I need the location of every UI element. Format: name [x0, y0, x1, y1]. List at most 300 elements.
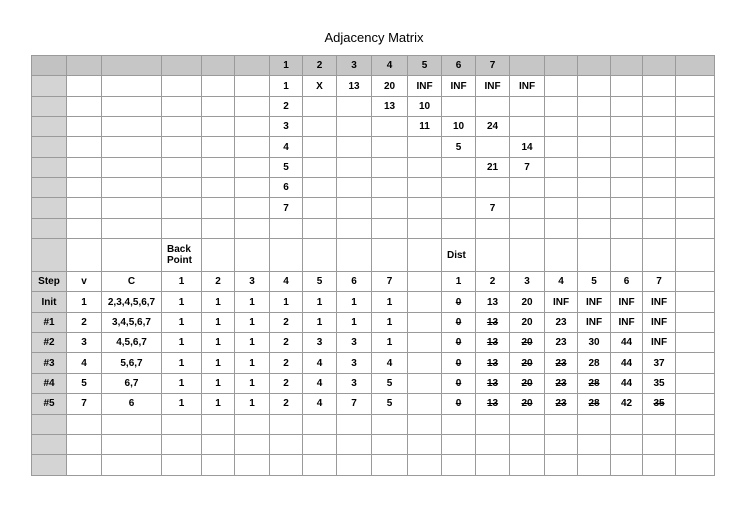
table-cell[interactable]: [162, 96, 202, 116]
row-header-cell[interactable]: [32, 434, 67, 454]
table-cell[interactable]: [611, 157, 643, 177]
column-header-cell[interactable]: [545, 56, 578, 76]
table-cell[interactable]: [676, 272, 715, 292]
step-cell[interactable]: 0: [442, 353, 476, 373]
table-cell[interactable]: [545, 218, 578, 238]
table-cell[interactable]: [162, 414, 202, 434]
table-cell[interactable]: X: [303, 76, 337, 96]
table-cell[interactable]: 13: [372, 96, 408, 116]
table-cell[interactable]: [202, 455, 235, 475]
step-cell[interactable]: [408, 312, 442, 332]
table-cell[interactable]: 24: [476, 117, 510, 137]
step-cell[interactable]: 13: [476, 312, 510, 332]
step-cell[interactable]: 6: [102, 394, 162, 414]
table-cell[interactable]: [337, 137, 372, 157]
step-cell[interactable]: 2: [270, 394, 303, 414]
step-cell[interactable]: 2: [270, 312, 303, 332]
table-cell[interactable]: [578, 137, 611, 157]
table-cell[interactable]: [676, 239, 715, 272]
table-cell[interactable]: [235, 434, 270, 454]
step-cell[interactable]: 1: [372, 333, 408, 353]
table-cell[interactable]: 5: [442, 137, 476, 157]
column-header-cell[interactable]: 2: [303, 56, 337, 76]
table-cell[interactable]: [202, 198, 235, 218]
table-cell[interactable]: 4: [270, 137, 303, 157]
table-cell[interactable]: [270, 239, 303, 272]
table-cell[interactable]: [676, 218, 715, 238]
step-cell[interactable]: INF: [643, 292, 676, 312]
step-label-cell[interactable]: #3: [32, 353, 67, 373]
step-cell[interactable]: 0: [442, 312, 476, 332]
table-cell[interactable]: [442, 218, 476, 238]
step-cell[interactable]: 4: [303, 373, 337, 393]
table-cell[interactable]: [545, 239, 578, 272]
table-cell[interactable]: [202, 218, 235, 238]
table-cell[interactable]: [337, 434, 372, 454]
step-header-cell[interactable]: 2: [202, 272, 235, 292]
table-cell[interactable]: [643, 76, 676, 96]
step-cell[interactable]: 1: [162, 394, 202, 414]
table-cell[interactable]: [303, 218, 337, 238]
step-header-cell[interactable]: 1: [442, 272, 476, 292]
table-cell[interactable]: [611, 76, 643, 96]
table-cell[interactable]: 10: [408, 96, 442, 116]
table-cell[interactable]: [578, 76, 611, 96]
step-cell[interactable]: INF: [643, 333, 676, 353]
step-cell[interactable]: [408, 353, 442, 373]
table-cell[interactable]: [676, 117, 715, 137]
table-cell[interactable]: [303, 157, 337, 177]
step-cell[interactable]: 1: [372, 292, 408, 312]
table-cell[interactable]: INF: [476, 76, 510, 96]
step-cell[interactable]: 20: [510, 353, 545, 373]
step-cell[interactable]: 1: [372, 312, 408, 332]
table-cell[interactable]: [372, 178, 408, 198]
row-header-cell[interactable]: [32, 455, 67, 475]
step-header-cell[interactable]: 7: [643, 272, 676, 292]
column-header-cell[interactable]: [67, 56, 102, 76]
row-header-cell[interactable]: [32, 137, 67, 157]
table-cell[interactable]: [162, 198, 202, 218]
table-cell[interactable]: [102, 239, 162, 272]
step-cell[interactable]: 1: [235, 373, 270, 393]
table-cell[interactable]: [510, 96, 545, 116]
table-cell[interactable]: [372, 434, 408, 454]
table-cell[interactable]: [202, 96, 235, 116]
column-header-cell[interactable]: [676, 56, 715, 76]
back-point-label[interactable]: Back Point: [162, 239, 202, 272]
table-cell[interactable]: [202, 157, 235, 177]
step-cell[interactable]: 1: [235, 312, 270, 332]
table-cell[interactable]: [235, 414, 270, 434]
table-cell[interactable]: 14: [510, 137, 545, 157]
table-cell[interactable]: [102, 198, 162, 218]
table-cell[interactable]: 7: [270, 198, 303, 218]
table-cell[interactable]: [372, 239, 408, 272]
table-cell[interactable]: [303, 198, 337, 218]
step-cell[interactable]: 3: [337, 353, 372, 373]
table-cell[interactable]: 7: [510, 157, 545, 177]
table-cell[interactable]: [102, 414, 162, 434]
table-cell[interactable]: [337, 96, 372, 116]
column-header-cell[interactable]: [202, 56, 235, 76]
step-cell[interactable]: 5: [372, 373, 408, 393]
table-cell[interactable]: [442, 157, 476, 177]
table-cell[interactable]: [545, 157, 578, 177]
step-cell[interactable]: 13: [476, 373, 510, 393]
step-cell[interactable]: 4: [372, 353, 408, 373]
table-cell[interactable]: [643, 239, 676, 272]
table-cell[interactable]: [643, 178, 676, 198]
step-cell[interactable]: 0: [442, 333, 476, 353]
step-cell[interactable]: 35: [643, 394, 676, 414]
column-header-cell[interactable]: [510, 56, 545, 76]
step-cell[interactable]: 1: [162, 373, 202, 393]
step-cell[interactable]: 23: [545, 353, 578, 373]
column-header-cell[interactable]: 6: [442, 56, 476, 76]
step-cell[interactable]: 1: [162, 333, 202, 353]
step-cell[interactable]: 1: [162, 312, 202, 332]
step-cell[interactable]: 13: [476, 353, 510, 373]
row-header-cell[interactable]: [32, 76, 67, 96]
table-cell[interactable]: 7: [476, 198, 510, 218]
step-cell[interactable]: INF: [545, 292, 578, 312]
table-cell[interactable]: [611, 239, 643, 272]
table-cell[interactable]: 3: [270, 117, 303, 137]
step-cell[interactable]: 20: [510, 373, 545, 393]
step-cell[interactable]: [408, 292, 442, 312]
step-label-cell[interactable]: Init: [32, 292, 67, 312]
table-cell[interactable]: [102, 455, 162, 475]
table-cell[interactable]: [408, 157, 442, 177]
table-cell[interactable]: [337, 455, 372, 475]
table-cell[interactable]: [235, 96, 270, 116]
table-cell[interactable]: [611, 455, 643, 475]
table-cell[interactable]: [67, 157, 102, 177]
table-cell[interactable]: [162, 455, 202, 475]
step-cell[interactable]: INF: [578, 292, 611, 312]
table-cell[interactable]: [408, 137, 442, 157]
table-cell[interactable]: [676, 353, 715, 373]
table-cell[interactable]: [510, 198, 545, 218]
table-cell[interactable]: [643, 434, 676, 454]
table-cell[interactable]: [476, 218, 510, 238]
step-cell[interactable]: [408, 373, 442, 393]
step-cell[interactable]: 7: [67, 394, 102, 414]
step-cell[interactable]: 5: [372, 394, 408, 414]
step-cell[interactable]: 2: [270, 333, 303, 353]
table-cell[interactable]: [102, 178, 162, 198]
table-cell[interactable]: [202, 239, 235, 272]
step-cell[interactable]: 3,4,5,6,7: [102, 312, 162, 332]
step-cell[interactable]: 1: [270, 292, 303, 312]
step-cell[interactable]: 42: [611, 394, 643, 414]
table-cell[interactable]: [270, 414, 303, 434]
table-cell[interactable]: 10: [442, 117, 476, 137]
table-cell[interactable]: [372, 414, 408, 434]
column-header-cell[interactable]: 3: [337, 56, 372, 76]
step-cell[interactable]: 4: [67, 353, 102, 373]
table-cell[interactable]: [337, 117, 372, 137]
step-cell[interactable]: 44: [611, 353, 643, 373]
step-header-cell[interactable]: 1: [162, 272, 202, 292]
table-cell[interactable]: [303, 137, 337, 157]
column-header-cell[interactable]: 5: [408, 56, 442, 76]
table-cell[interactable]: [235, 218, 270, 238]
step-cell[interactable]: 3: [337, 333, 372, 353]
table-cell[interactable]: [676, 292, 715, 312]
table-cell[interactable]: [337, 178, 372, 198]
table-cell[interactable]: [235, 198, 270, 218]
table-cell[interactable]: [578, 239, 611, 272]
step-cell[interactable]: INF: [611, 292, 643, 312]
table-cell[interactable]: [408, 178, 442, 198]
table-cell[interactable]: [545, 434, 578, 454]
step-cell[interactable]: 28: [578, 373, 611, 393]
table-cell[interactable]: [611, 117, 643, 137]
column-header-cell[interactable]: [611, 56, 643, 76]
step-cell[interactable]: 1: [235, 353, 270, 373]
table-cell[interactable]: [270, 455, 303, 475]
table-cell[interactable]: [235, 157, 270, 177]
step-cell[interactable]: 13: [476, 394, 510, 414]
table-cell[interactable]: [408, 239, 442, 272]
table-cell[interactable]: [102, 157, 162, 177]
step-cell[interactable]: INF: [643, 312, 676, 332]
table-cell[interactable]: [303, 239, 337, 272]
table-cell[interactable]: [162, 117, 202, 137]
table-cell[interactable]: [611, 178, 643, 198]
table-cell[interactable]: [303, 455, 337, 475]
table-cell[interactable]: [510, 117, 545, 137]
table-cell[interactable]: [442, 455, 476, 475]
table-cell[interactable]: [372, 218, 408, 238]
step-cell[interactable]: 20: [510, 333, 545, 353]
table-cell[interactable]: [442, 434, 476, 454]
row-header-cell[interactable]: [32, 157, 67, 177]
table-cell[interactable]: [578, 434, 611, 454]
row-header-cell[interactable]: [32, 198, 67, 218]
step-cell[interactable]: 1: [202, 333, 235, 353]
step-cell[interactable]: 1: [303, 312, 337, 332]
step-cell[interactable]: 23: [545, 373, 578, 393]
table-cell[interactable]: [337, 157, 372, 177]
step-cell[interactable]: 13: [476, 292, 510, 312]
table-cell[interactable]: 2: [270, 96, 303, 116]
table-cell[interactable]: [235, 455, 270, 475]
table-cell[interactable]: [676, 312, 715, 332]
step-cell[interactable]: 1: [337, 292, 372, 312]
table-cell[interactable]: [545, 137, 578, 157]
step-cell[interactable]: 1: [67, 292, 102, 312]
step-cell[interactable]: 5,6,7: [102, 353, 162, 373]
table-cell[interactable]: [476, 239, 510, 272]
table-cell[interactable]: [676, 394, 715, 414]
step-cell[interactable]: 4: [303, 353, 337, 373]
step-cell[interactable]: 6,7: [102, 373, 162, 393]
step-label-cell[interactable]: #2: [32, 333, 67, 353]
step-header-cell[interactable]: 3: [235, 272, 270, 292]
table-cell[interactable]: [676, 333, 715, 353]
table-cell[interactable]: 21: [476, 157, 510, 177]
table-cell[interactable]: [202, 178, 235, 198]
table-cell[interactable]: [337, 218, 372, 238]
step-header-cell[interactable]: 5: [303, 272, 337, 292]
table-cell[interactable]: [676, 198, 715, 218]
step-cell[interactable]: 44: [611, 373, 643, 393]
step-cell[interactable]: 13: [476, 333, 510, 353]
table-cell[interactable]: [67, 76, 102, 96]
table-cell[interactable]: [303, 178, 337, 198]
table-cell[interactable]: [235, 117, 270, 137]
table-cell[interactable]: [235, 178, 270, 198]
row-header-cell[interactable]: [32, 96, 67, 116]
table-cell[interactable]: [510, 414, 545, 434]
table-cell[interactable]: [102, 96, 162, 116]
table-cell[interactable]: [643, 455, 676, 475]
step-cell[interactable]: 2,3,4,5,6,7: [102, 292, 162, 312]
row-header-cell[interactable]: [32, 178, 67, 198]
step-cell[interactable]: 7: [337, 394, 372, 414]
table-cell[interactable]: [476, 137, 510, 157]
table-cell[interactable]: [372, 157, 408, 177]
table-cell[interactable]: 6: [270, 178, 303, 198]
table-cell[interactable]: [476, 455, 510, 475]
step-cell[interactable]: [408, 333, 442, 353]
table-cell[interactable]: [67, 96, 102, 116]
table-cell[interactable]: [578, 455, 611, 475]
step-cell[interactable]: 35: [643, 373, 676, 393]
table-cell[interactable]: [303, 414, 337, 434]
column-header-cell[interactable]: [235, 56, 270, 76]
table-cell[interactable]: [102, 434, 162, 454]
table-cell[interactable]: [67, 218, 102, 238]
step-cell[interactable]: 28: [578, 353, 611, 373]
table-cell[interactable]: [442, 96, 476, 116]
step-cell[interactable]: 1: [202, 292, 235, 312]
step-cell[interactable]: 4: [303, 394, 337, 414]
step-cell[interactable]: 1: [235, 394, 270, 414]
table-cell[interactable]: [611, 198, 643, 218]
step-cell[interactable]: 0: [442, 292, 476, 312]
table-cell[interactable]: [67, 239, 102, 272]
step-cell[interactable]: 23: [545, 333, 578, 353]
table-cell[interactable]: [102, 137, 162, 157]
step-cell[interactable]: 0: [442, 373, 476, 393]
step-label-cell[interactable]: #1: [32, 312, 67, 332]
table-cell[interactable]: [545, 414, 578, 434]
table-cell[interactable]: [162, 76, 202, 96]
row-header-cell[interactable]: [32, 239, 67, 272]
row-header-cell[interactable]: [32, 117, 67, 137]
table-cell[interactable]: [67, 455, 102, 475]
table-cell[interactable]: [337, 414, 372, 434]
step-cell[interactable]: 1: [235, 333, 270, 353]
step-cell[interactable]: 28: [578, 394, 611, 414]
table-cell[interactable]: [442, 198, 476, 218]
table-cell[interactable]: [372, 137, 408, 157]
table-cell[interactable]: [611, 137, 643, 157]
step-header-cell[interactable]: 4: [270, 272, 303, 292]
table-cell[interactable]: [202, 137, 235, 157]
table-cell[interactable]: [676, 414, 715, 434]
step-cell[interactable]: 1: [202, 373, 235, 393]
step-cell[interactable]: 37: [643, 353, 676, 373]
table-cell[interactable]: [337, 198, 372, 218]
step-cell[interactable]: 2: [67, 312, 102, 332]
table-cell[interactable]: INF: [408, 76, 442, 96]
table-cell[interactable]: [102, 76, 162, 96]
table-cell[interactable]: [510, 178, 545, 198]
step-header-cell[interactable]: 6: [611, 272, 643, 292]
step-cell[interactable]: 20: [510, 394, 545, 414]
step-cell[interactable]: 1: [162, 353, 202, 373]
table-cell[interactable]: [643, 137, 676, 157]
table-cell[interactable]: [67, 198, 102, 218]
table-cell[interactable]: [162, 434, 202, 454]
table-cell[interactable]: [476, 434, 510, 454]
step-cell[interactable]: 1: [202, 312, 235, 332]
table-cell[interactable]: [235, 137, 270, 157]
table-cell[interactable]: [162, 137, 202, 157]
table-cell[interactable]: [611, 96, 643, 116]
table-cell[interactable]: [67, 178, 102, 198]
step-cell[interactable]: 4,5,6,7: [102, 333, 162, 353]
table-cell[interactable]: [235, 76, 270, 96]
table-cell[interactable]: [510, 434, 545, 454]
table-cell[interactable]: [545, 96, 578, 116]
step-label-cell[interactable]: #5: [32, 394, 67, 414]
column-header-cell[interactable]: 7: [476, 56, 510, 76]
step-header-cell[interactable]: Step: [32, 272, 67, 292]
step-cell[interactable]: 3: [67, 333, 102, 353]
table-cell[interactable]: [372, 117, 408, 137]
table-cell[interactable]: [611, 414, 643, 434]
step-header-cell[interactable]: 2: [476, 272, 510, 292]
table-cell[interactable]: [408, 455, 442, 475]
table-cell[interactable]: [676, 157, 715, 177]
column-header-cell[interactable]: [162, 56, 202, 76]
table-cell[interactable]: [578, 178, 611, 198]
table-cell[interactable]: [162, 178, 202, 198]
step-cell[interactable]: [408, 394, 442, 414]
step-cell[interactable]: 2: [270, 373, 303, 393]
column-header-cell[interactable]: [102, 56, 162, 76]
table-cell[interactable]: [202, 434, 235, 454]
table-cell[interactable]: [578, 198, 611, 218]
table-cell[interactable]: [270, 218, 303, 238]
table-cell[interactable]: [476, 96, 510, 116]
step-cell[interactable]: 30: [578, 333, 611, 353]
table-cell[interactable]: [303, 96, 337, 116]
column-header-cell[interactable]: 1: [270, 56, 303, 76]
step-cell[interactable]: 1: [235, 292, 270, 312]
step-cell[interactable]: 1: [337, 312, 372, 332]
table-cell[interactable]: [578, 117, 611, 137]
step-header-cell[interactable]: 7: [372, 272, 408, 292]
table-cell[interactable]: [270, 434, 303, 454]
table-cell[interactable]: [102, 117, 162, 137]
table-cell[interactable]: [643, 218, 676, 238]
table-cell[interactable]: [676, 96, 715, 116]
table-cell[interactable]: 20: [372, 76, 408, 96]
table-cell[interactable]: [611, 434, 643, 454]
table-cell[interactable]: [202, 414, 235, 434]
table-cell[interactable]: 1: [270, 76, 303, 96]
table-cell[interactable]: [202, 76, 235, 96]
table-cell[interactable]: [578, 218, 611, 238]
table-cell[interactable]: [676, 76, 715, 96]
